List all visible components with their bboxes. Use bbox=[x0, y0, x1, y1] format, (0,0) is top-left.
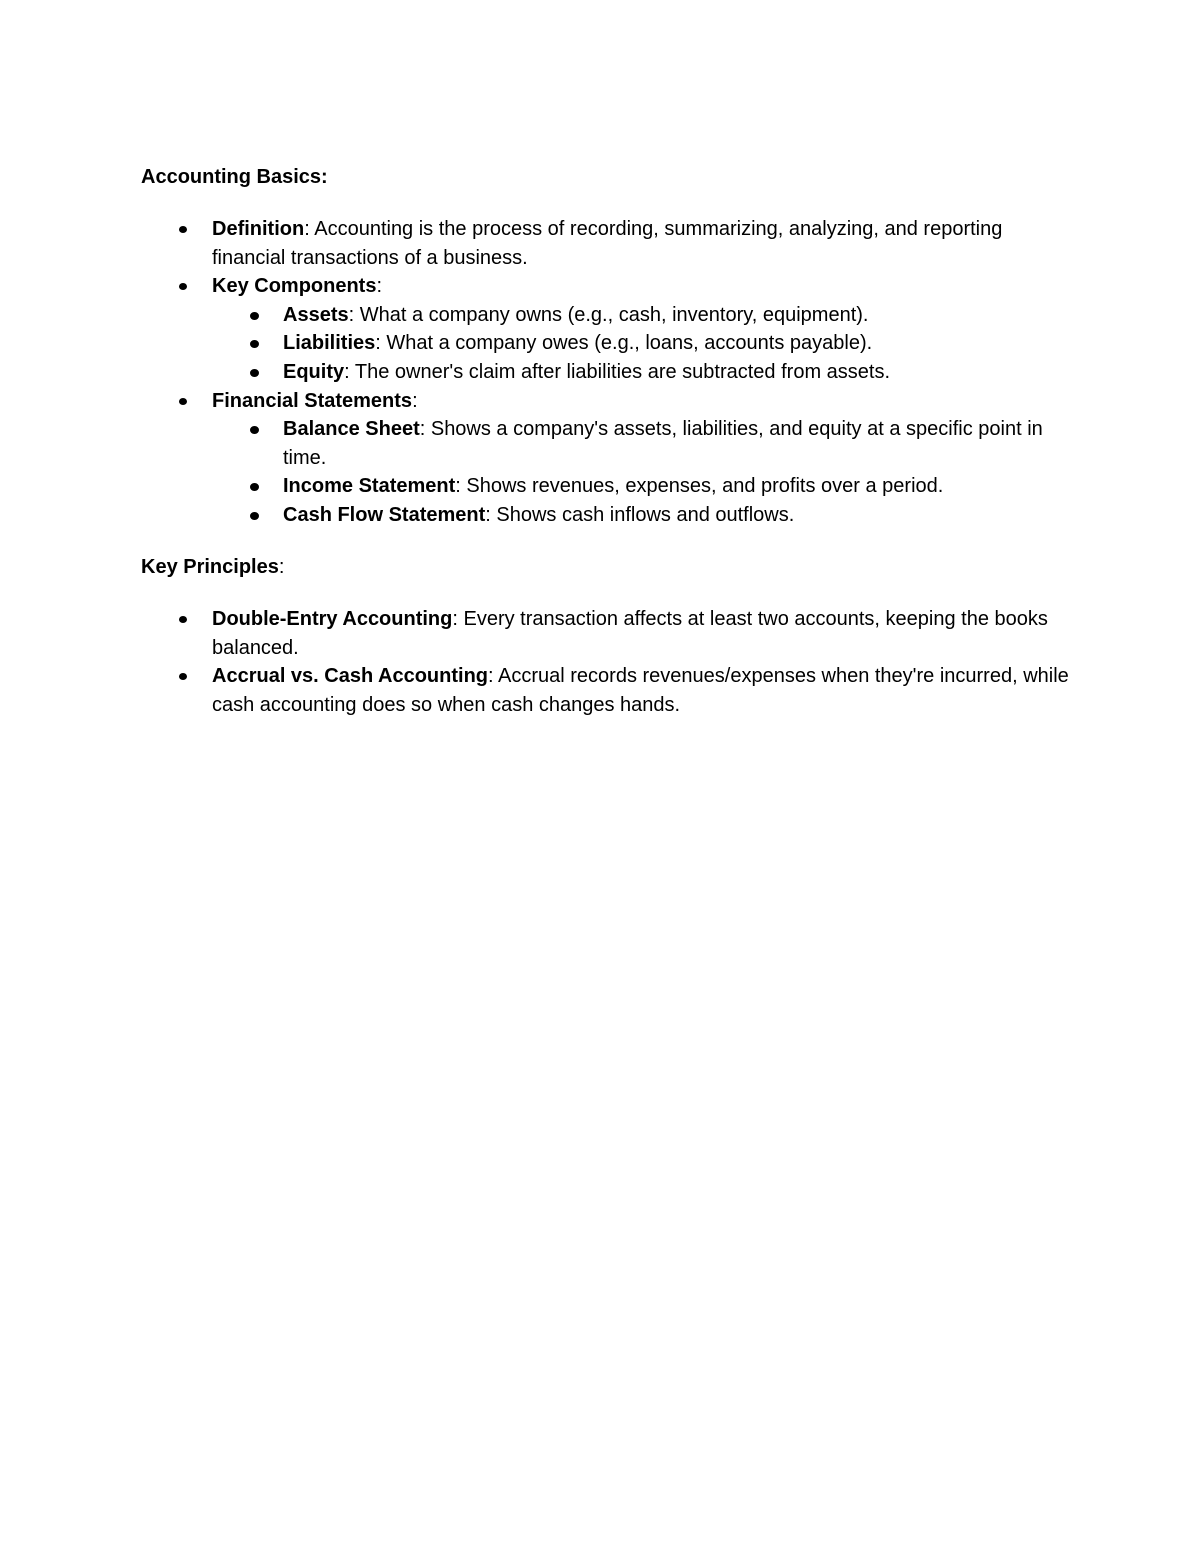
item-term: Accrual vs. Cash Accounting bbox=[212, 665, 488, 688]
item-term: Financial Statements bbox=[212, 389, 413, 412]
item-term: Liabilities bbox=[283, 332, 376, 355]
item-text: : What a company owns (e.g., cash, inventory, equipment). bbox=[348, 303, 869, 326]
item-text: : The owner's claim after liabilities are subtracted from assets. bbox=[344, 360, 891, 383]
hollow-bullet-icon bbox=[250, 369, 259, 377]
item-text: : What a company owes (e.g., loans, accounts payable). bbox=[375, 332, 873, 355]
list-item-key-components bbox=[141, 272, 1071, 386]
filled-bullet-icon bbox=[179, 226, 187, 233]
hollow-bullet-icon bbox=[250, 483, 259, 491]
filled-bullet-icon bbox=[179, 283, 187, 290]
list-item-financial-statements bbox=[141, 387, 1071, 530]
hollow-bullet-icon bbox=[250, 340, 259, 348]
section-heading-key-principles: Key Principles: bbox=[141, 556, 285, 578]
list-item-definition bbox=[141, 215, 1071, 272]
filled-bullet-icon bbox=[179, 398, 187, 405]
item-term: Balance Sheet bbox=[283, 418, 420, 441]
hollow-bullet-icon bbox=[250, 512, 259, 520]
section-heading-accounting-basics: Accounting Basics: bbox=[141, 166, 328, 188]
item-text: : Shows a company's assets, liabilities, and equity at a specific point in time. bbox=[283, 418, 1043, 469]
item-text: : Accrual records revenues/expenses when they're incurred, while cash accounting does so when cash changes hands. bbox=[212, 665, 1069, 716]
item-term: Definition bbox=[212, 218, 305, 240]
item-text: : bbox=[412, 389, 418, 412]
item-term: Income Statement bbox=[283, 475, 456, 498]
item-text: : Every transaction affects at least two accounts, keeping the books balanced. bbox=[212, 608, 1048, 659]
item-text: : Accounting is the process of recording, summarizing, analyzing, and reporting financial transactions of a business. bbox=[212, 218, 1003, 269]
sublist-item-assets bbox=[141, 301, 1071, 330]
item-term: Cash Flow Statement bbox=[283, 503, 486, 526]
sublist-item-balance-sheet bbox=[141, 415, 1071, 472]
list-item-accrual-vs-cash bbox=[141, 662, 1071, 719]
item-text: : bbox=[376, 275, 383, 298]
key-components-sublist bbox=[212, 301, 1071, 387]
financial-statements-sublist bbox=[212, 415, 1071, 529]
sublist-item-liabilities bbox=[141, 329, 1071, 358]
filled-bullet-icon bbox=[179, 616, 187, 623]
accounting-basics-list bbox=[141, 215, 1071, 530]
list-item-double-entry bbox=[141, 605, 1071, 662]
key-principles-list bbox=[141, 605, 1071, 719]
item-term: Equity bbox=[283, 360, 345, 383]
sublist-item-cash-flow-statement bbox=[141, 501, 1071, 530]
item-text: : Shows cash inflows and outflows. bbox=[485, 503, 795, 526]
sublist-item-equity bbox=[141, 358, 1071, 387]
item-term: Key Components bbox=[212, 275, 377, 298]
item-term: Double-Entry Accounting bbox=[212, 608, 453, 630]
hollow-bullet-icon bbox=[250, 426, 259, 434]
item-term: Assets bbox=[283, 303, 349, 326]
item-text: : Shows revenues, expenses, and profits over a period. bbox=[455, 475, 944, 498]
sublist-item-income-statement bbox=[141, 472, 1071, 501]
hollow-bullet-icon bbox=[250, 312, 259, 320]
filled-bullet-icon bbox=[179, 673, 187, 680]
